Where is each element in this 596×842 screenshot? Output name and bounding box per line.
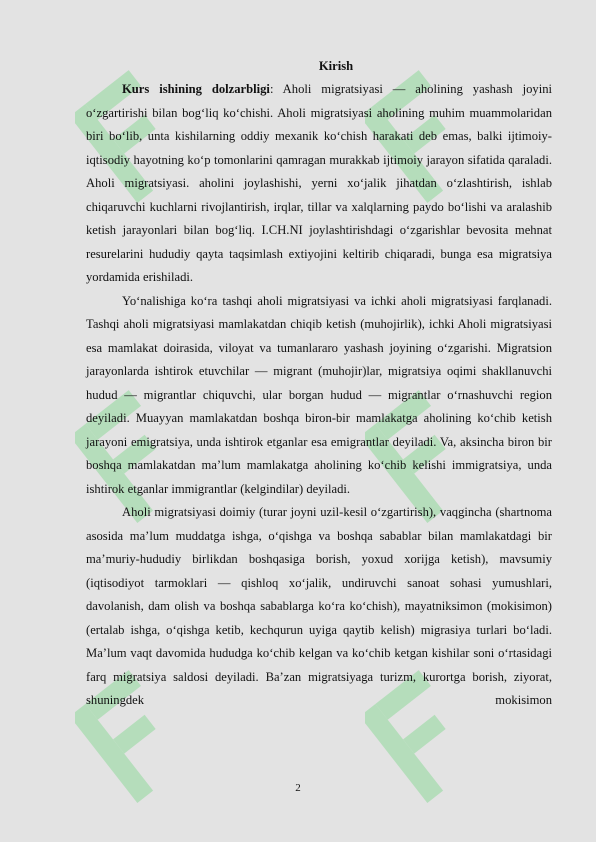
paragraph-1 — [86, 78, 552, 290]
page-title: Kirish — [318, 59, 354, 73]
paragraph-1-text: : Aholi migratsiyasi — aholining yashash joyini o‘zgartirishi bilan bog‘liq ko‘chishi. Aholi migratsiyasi aholining muhim muammolaridan biri bo‘lib, unta kishilarning oddiy mexanik ko‘chish harakati deb emas, balki ijtimoiy-iqtisodiy hayotning ko‘p tomonlarini qamragan murakkab ijtimoiy jarayon sifatida qaraladi. Aholi migratsiyasi. aholini joylashishi, yerni xo‘jalik jihatdan o‘zlashtirish, ishlab chiqaruvchi kuchlarni rivojlantirish, irqlar, tillar va xalqlarning paydo bo‘lishi va aralashib ketish jarayonlari bilan bog‘liq. I.CH.NI joylashtirishdagi o‘zgarishlar bevosita mehnat resurelarini hududiy qayta taqsimlash extiyojini keltirib chiqaradi, bunga esa migratsiya yordamida erishiladi. — [86, 82, 552, 284]
paragraph-2: Yo‘nalishiga ko‘ra tashqi aholi migratsiyasi va ichki aholi migratsiyasi farqlanadi. Tashqi aholi migratsiyasi mamlakatdan chiqib ketish (muhojirlik), ichki Aholi migratsiyasi esa mamlakat doirasida, viloyat va tumanlararo yashash joyining o‘zgarishi. Migratsion jarayonlarda ishtirok etuvchilar — migrant (muhojir)lar, migratsiya oqimi shakllanuvchi hudud — migrantlar chiquvchi, ular borgan hudud — migrantlar o‘rnashuvchi region deyiladi. Muayyan mamlakatdan boshqa biron-bir mamlakatga aholining ko‘chib ketish jarayoni emigratsiya, unda ishtirok etganlar esa emigrantlar deyiladi. Va, aksincha biron bir boshqa mamlakatdan ma’lum mamlakatga aholining ko‘chib kelishi immigratsiya, unda ishtirok etganlar immigrantlar (kelgindilar) deyiladi. — [86, 293, 552, 496]
body-text — [86, 78, 552, 713]
page-number: 2 — [295, 782, 301, 794]
paragraph-3: Aholi migratsiyasi doimiy (turar joyni uzil-kesil o‘zgartirish), vaqgincha (shartnoma asosida ma’lum muddatga ishga, o‘qishga va boshqa sabablar bilan mamlakatdagi bir ma’muriy-hududiy birlikdan boshqasiga borish, yoxud xorijga ketish), mavsumiy (iqtisodiyot tarmoklari — qishloq xo‘jalik, undiruvchi sanoat sohasi yumushlari, davolanish, dam olish va boshqa sabablarga ko‘ra ko‘chish), mayatniksimon (mokisimon) (ertalab ishga, o‘qishga ketib, kechqurun uyiga qaytib kelish) migrasiya turlari bo‘ladi. Ma’lum vaqt davomida hududga ko‘chib kelgan va ko‘chib ketgan kishilar soni o‘rtasidagi farq migratsiya saldosi deyiladi. Ba’zan migratsiyaga turizm, kurortga borish, ziyorat, shuningdek mokisimon — [86, 505, 552, 707]
paragraph-1-bold-lead: Kurs ishining dolzarbligi — [122, 82, 270, 96]
